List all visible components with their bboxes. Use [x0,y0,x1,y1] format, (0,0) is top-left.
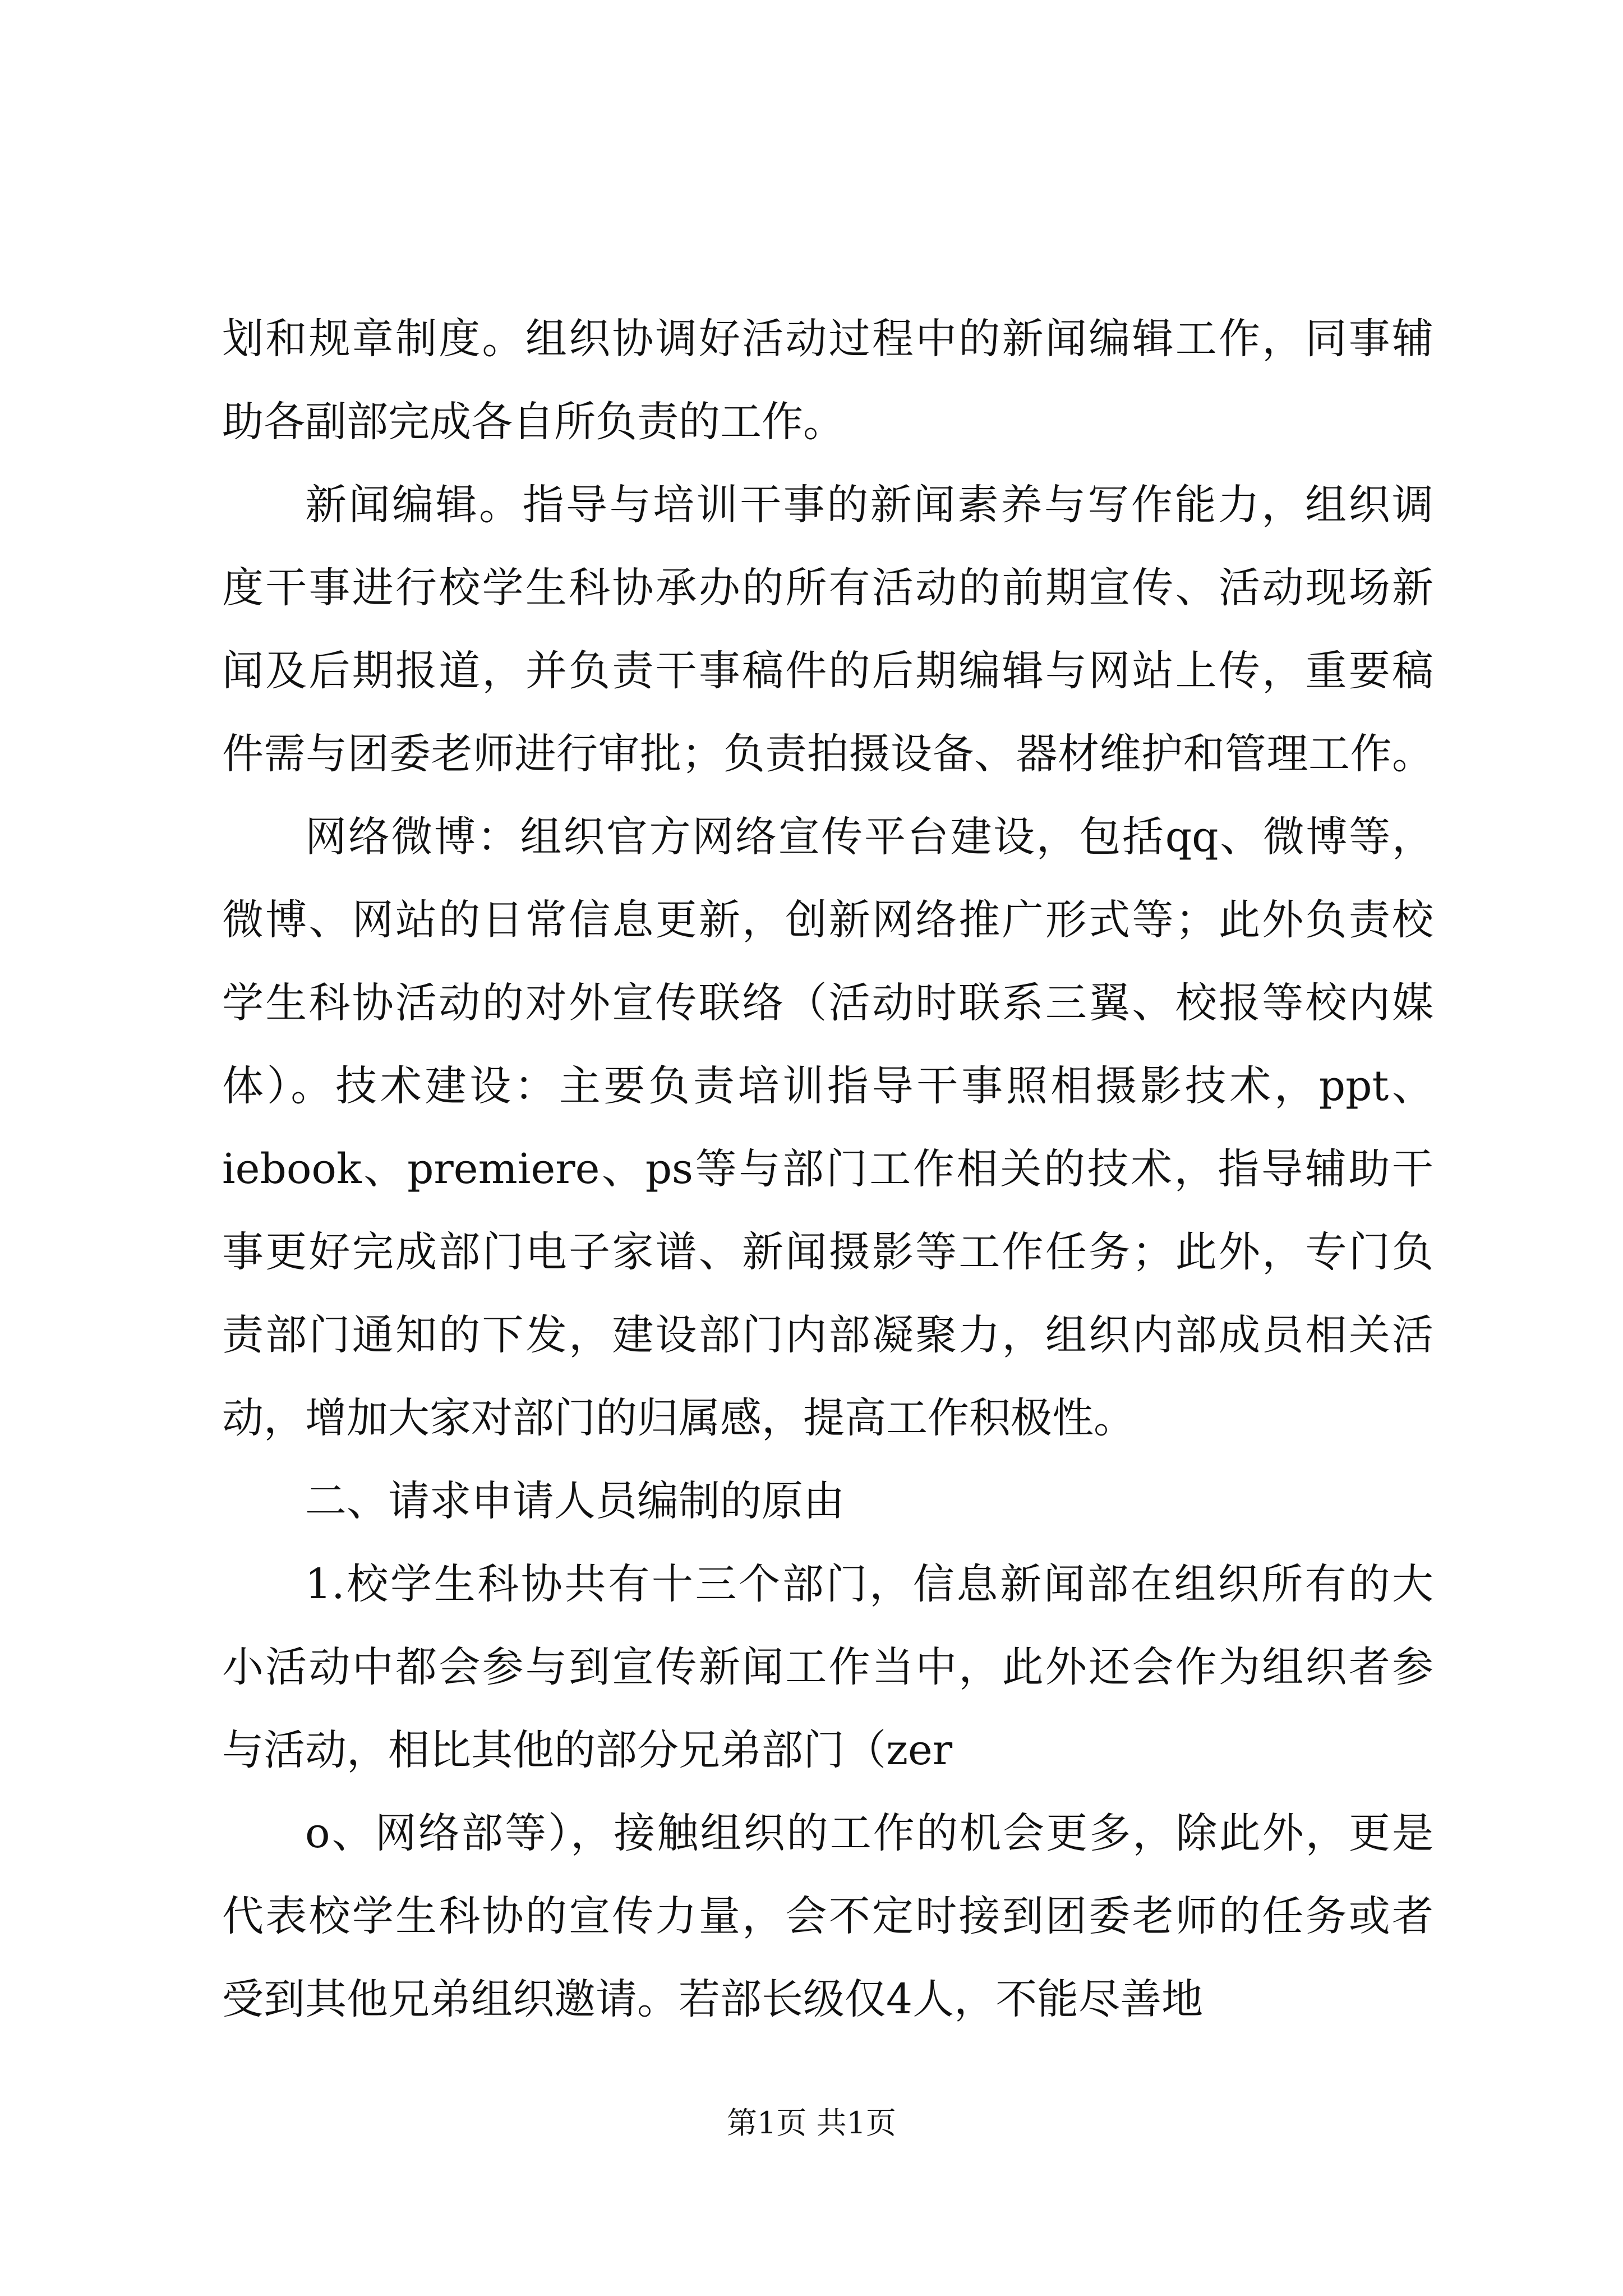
text-line: 微博、网站的日常信息更新，创新网络推广形式等；此外负责校 [222,896,1433,944]
page-footer: 第1页 共1页 [727,2105,896,2141]
text-line: 事更好完成部门电子家谱、新闻摄影等工作任务；此外，专门负 [222,1228,1433,1276]
text-line: 新闻编辑。指导与培训干事的新闻素养与写作能力，组织调 [305,481,1433,529]
text-line: 小活动中都会参与到宣传新闻工作当中，此外还会作为组织者参 [222,1643,1433,1691]
text-line: 件需与团委老师进行审批；负责拍摄设备、器材维护和管理工作。 [222,730,1433,778]
text-line: 网络微博：组织官方网络宣传平台建设，包括qq、微博等， [305,813,1433,861]
text-line: 度干事进行校学生科协承办的所有活动的前期宣传、活动现场新 [222,564,1433,612]
text-line: 与活动，相比其他的部分兄弟部门（zer [222,1726,953,1774]
text-line: 闻及后期报道，并负责干事稿件的后期编辑与网站上传，重要稿 [222,647,1433,695]
text-line: 受到其他兄弟组织邀请。若部长级仅4人，不能尽善地 [222,1975,1204,2023]
text-line: o、网络部等），接触组织的工作的机会更多，除此外，更是 [305,1809,1433,1857]
text-line: 助各副部完成各自所负责的工作。 [222,398,845,446]
text-line: 动，增加大家对部门的归属感，提高工作积极性。 [222,1394,1135,1442]
text-line: 责部门通知的下发，建设部门内部凝聚力，组织内部成员相关活 [222,1311,1433,1359]
text-line: 学生科协活动的对外宣传联络（活动时联系三翼、校报等校内媒 [222,979,1433,1027]
text-line: iebook、premiere、ps等与部门工作相关的技术，指导辅助干 [222,1145,1433,1193]
text-line: 体）。技术建设：主要负责培训指导干事照相摄影技术，ppt、 [222,1062,1433,1110]
text-line: 代表校学生科协的宣传力量，会不定时接到团委老师的任务或者 [222,1892,1433,1940]
body-text [222,297,1433,2041]
text-line: 1.校学生科协共有十三个部门，信息新闻部在组织所有的大 [305,1560,1433,1608]
text-line: 划和规章制度。组织协调好活动过程中的新闻编辑工作，同事辅 [222,315,1433,363]
section-heading: 二、请求申请人员编制的原由 [305,1477,845,1525]
